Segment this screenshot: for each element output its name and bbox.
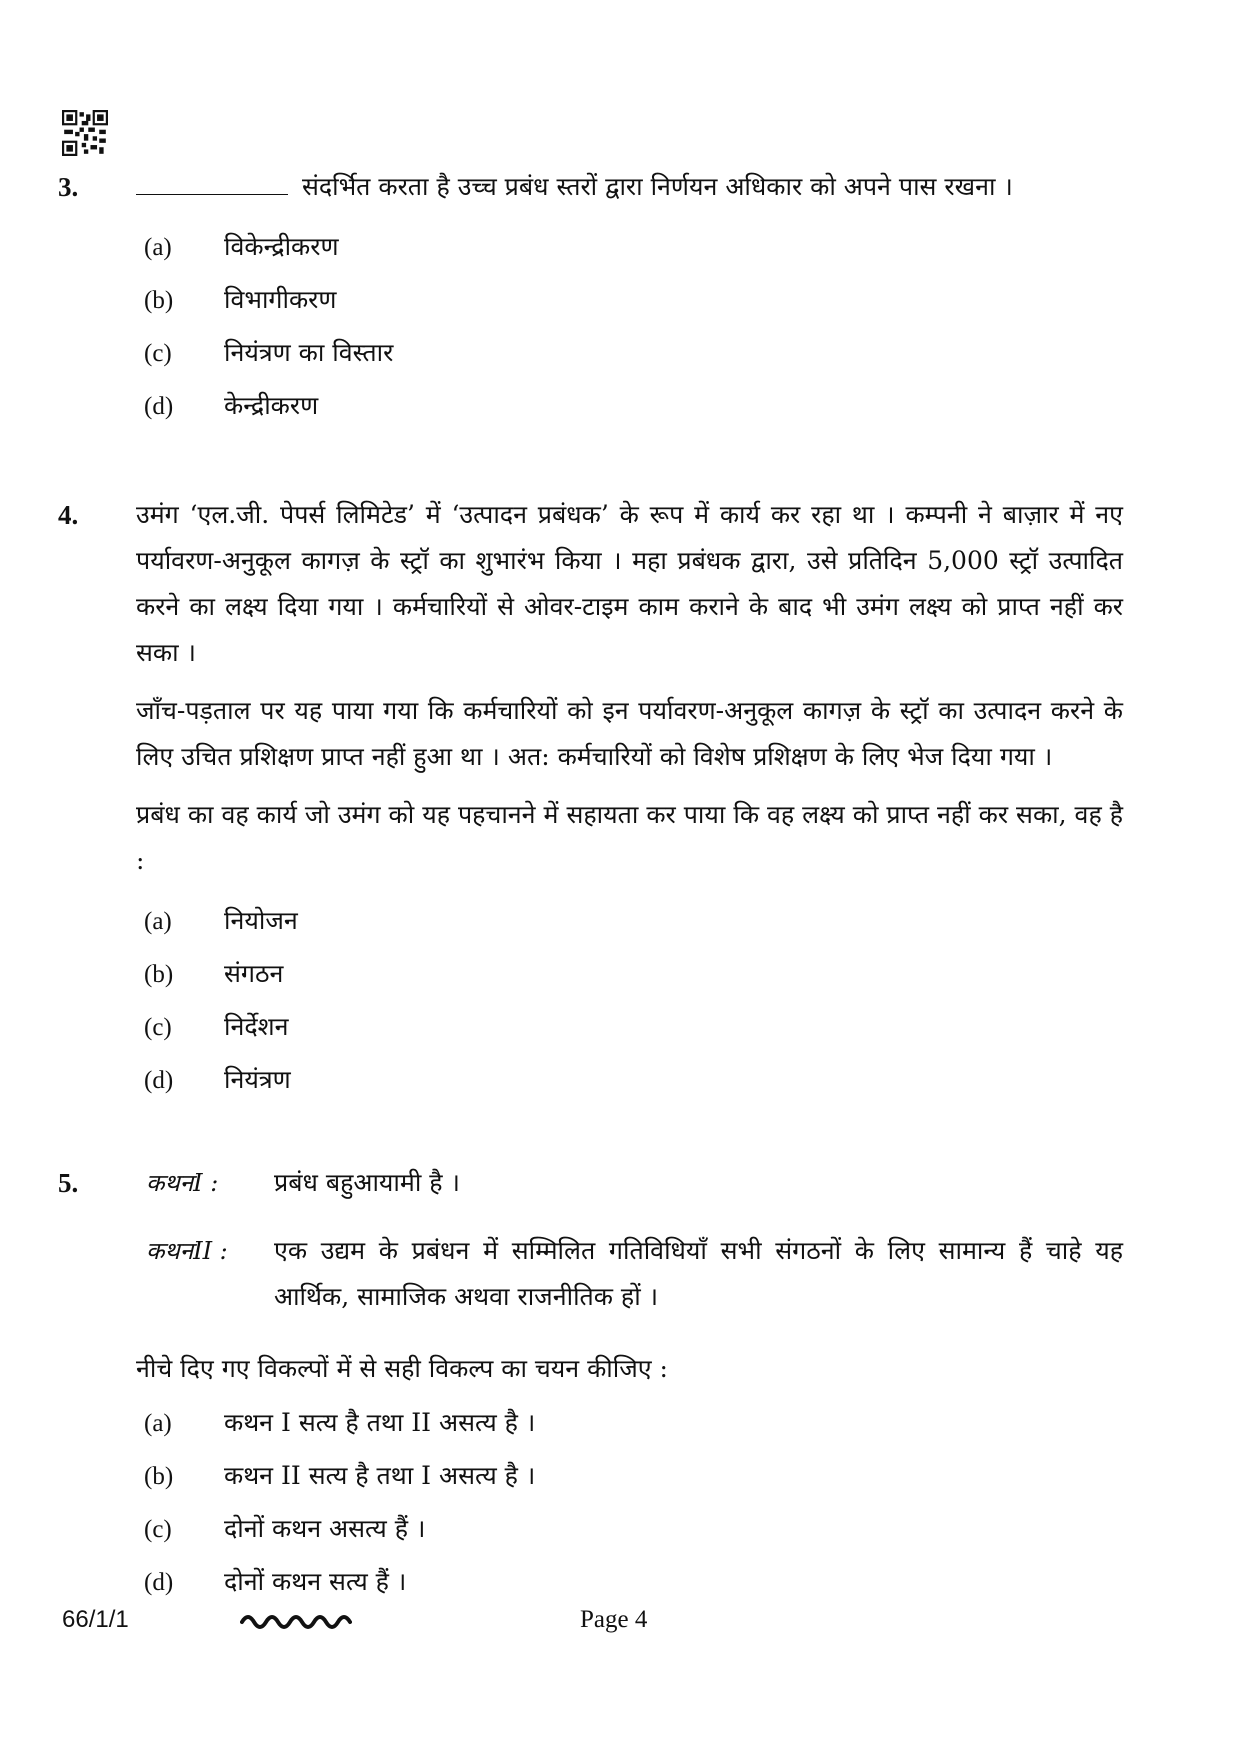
option-d (144, 383, 1123, 436)
option-c (144, 330, 1123, 383)
option-label: (c) (144, 1014, 172, 1041)
option-label: (d) (144, 393, 174, 420)
question-prompt: प्रबंध का वह कार्य जो उमंग को यह पहचानने में सहायता कर पाया कि वह लक्ष्य को प्राप्त नहीं कर सका, वह है : (136, 800, 1123, 875)
page-number: Page 4 (580, 1606, 648, 1633)
question-number: 5. (58, 1168, 79, 1198)
question-paragraph: जाँच-पड़ताल पर यह पाया गया कि कर्मचारियों को इन पर्यावरण-अनुकूल कागज़ के स्ट्रॉ का उत्पादन करने के लिए उचित प्रशिक्षण प्राप्त नहीं हुआ था । अत: कर्मचारियों को विशेष प्रशिक्षण के लिए भेज दिया गया । (136, 696, 1123, 771)
statement-text: प्रबंध बहुआयामी है । (274, 1168, 460, 1197)
option-d (144, 1057, 1123, 1110)
question-paragraph: उमंग ‘एल.जी. पेपर्स लिमिटेड’ में ‘उत्पादन प्रबंधक’ के रूप में कार्य कर रहा था । कम्पनी ने बाज़ार में नए पर्यावरण-अनुकूल कागज़ के स्ट्रॉ का शुभारंभ किया । महा प्रबंधक द्वारा, उसे प्रतिदिन 5,000 स्ट्रॉ उत्पादित करने का लक्ष्य दिया गया । कर्मचारियों से ओवर-टाइम काम कराने के बाद भी उमंग लक्ष्य को प्राप्त नहीं कर सका । (136, 500, 1123, 667)
option-label: (a) (144, 1410, 172, 1437)
question-number: 4. (58, 500, 79, 530)
statement-1 (146, 1160, 1123, 1206)
statement-label: कथनII : (146, 1237, 228, 1265)
option-label: (c) (144, 1516, 172, 1543)
paper-code: 66/1/1 (62, 1606, 129, 1633)
option-c (144, 1004, 1123, 1057)
option-label: (b) (144, 1463, 174, 1490)
option-c (144, 1506, 1123, 1559)
question-text: संदर्भित करता है उच्च प्रबंध स्तरों द्वारा निर्णयन अधिकार को अपने पास रखना । (301, 172, 1013, 201)
option-label: (b) (144, 961, 174, 988)
option-text: निर्देशन (224, 1012, 289, 1041)
option-text: दोनों कथन असत्य हैं । (224, 1514, 426, 1543)
instruction-text: नीचे दिए गए विकल्पों में से सही विकल्प का चयन कीजिए : (136, 1354, 668, 1383)
fill-in-blank (136, 168, 288, 195)
wave-ornament-icon (240, 1606, 352, 1634)
option-b (144, 277, 1123, 330)
statement-2 (146, 1228, 1123, 1320)
option-label: (d) (144, 1569, 174, 1596)
option-text: दोनों कथन सत्य हैं । (224, 1567, 407, 1596)
option-text: नियंत्रण का विस्तार (224, 338, 394, 367)
option-text: विकेन्द्रीकरण (224, 232, 339, 261)
question-3 (58, 164, 1123, 436)
option-a (144, 224, 1123, 277)
qr-code-icon (62, 110, 108, 156)
option-label: (a) (144, 234, 172, 261)
option-a (144, 898, 1123, 951)
option-text: कथन II सत्य है तथा I असत्य है । (224, 1461, 536, 1490)
option-a (144, 1400, 1123, 1453)
option-text: संगठन (224, 959, 284, 988)
statement-label: कथनI : (146, 1169, 219, 1197)
option-label: (a) (144, 908, 172, 935)
option-label: (c) (144, 340, 172, 367)
question-5 (58, 1160, 1123, 1612)
option-label: (d) (144, 1067, 174, 1094)
question-number: 3. (58, 172, 79, 202)
statement-text: एक उद्यम के प्रबंधन में सम्मिलित गतिविधियाँ सभी संगठनों के लिए सामान्य हैं चाहे यह आर्थिक, सामाजिक अथवा राजनीतिक हों । (274, 1236, 1123, 1311)
option-text: कथन I सत्य है तथा II असत्य है । (224, 1408, 536, 1437)
option-text: विभागीकरण (224, 285, 337, 314)
option-b (144, 1453, 1123, 1506)
option-label: (b) (144, 287, 174, 314)
page-footer (0, 1600, 1241, 1640)
option-text: नियोजन (224, 906, 298, 935)
option-text: नियंत्रण (224, 1065, 291, 1094)
question-4 (58, 492, 1123, 1110)
option-text: केन्द्रीकरण (224, 391, 319, 420)
option-b (144, 951, 1123, 1004)
